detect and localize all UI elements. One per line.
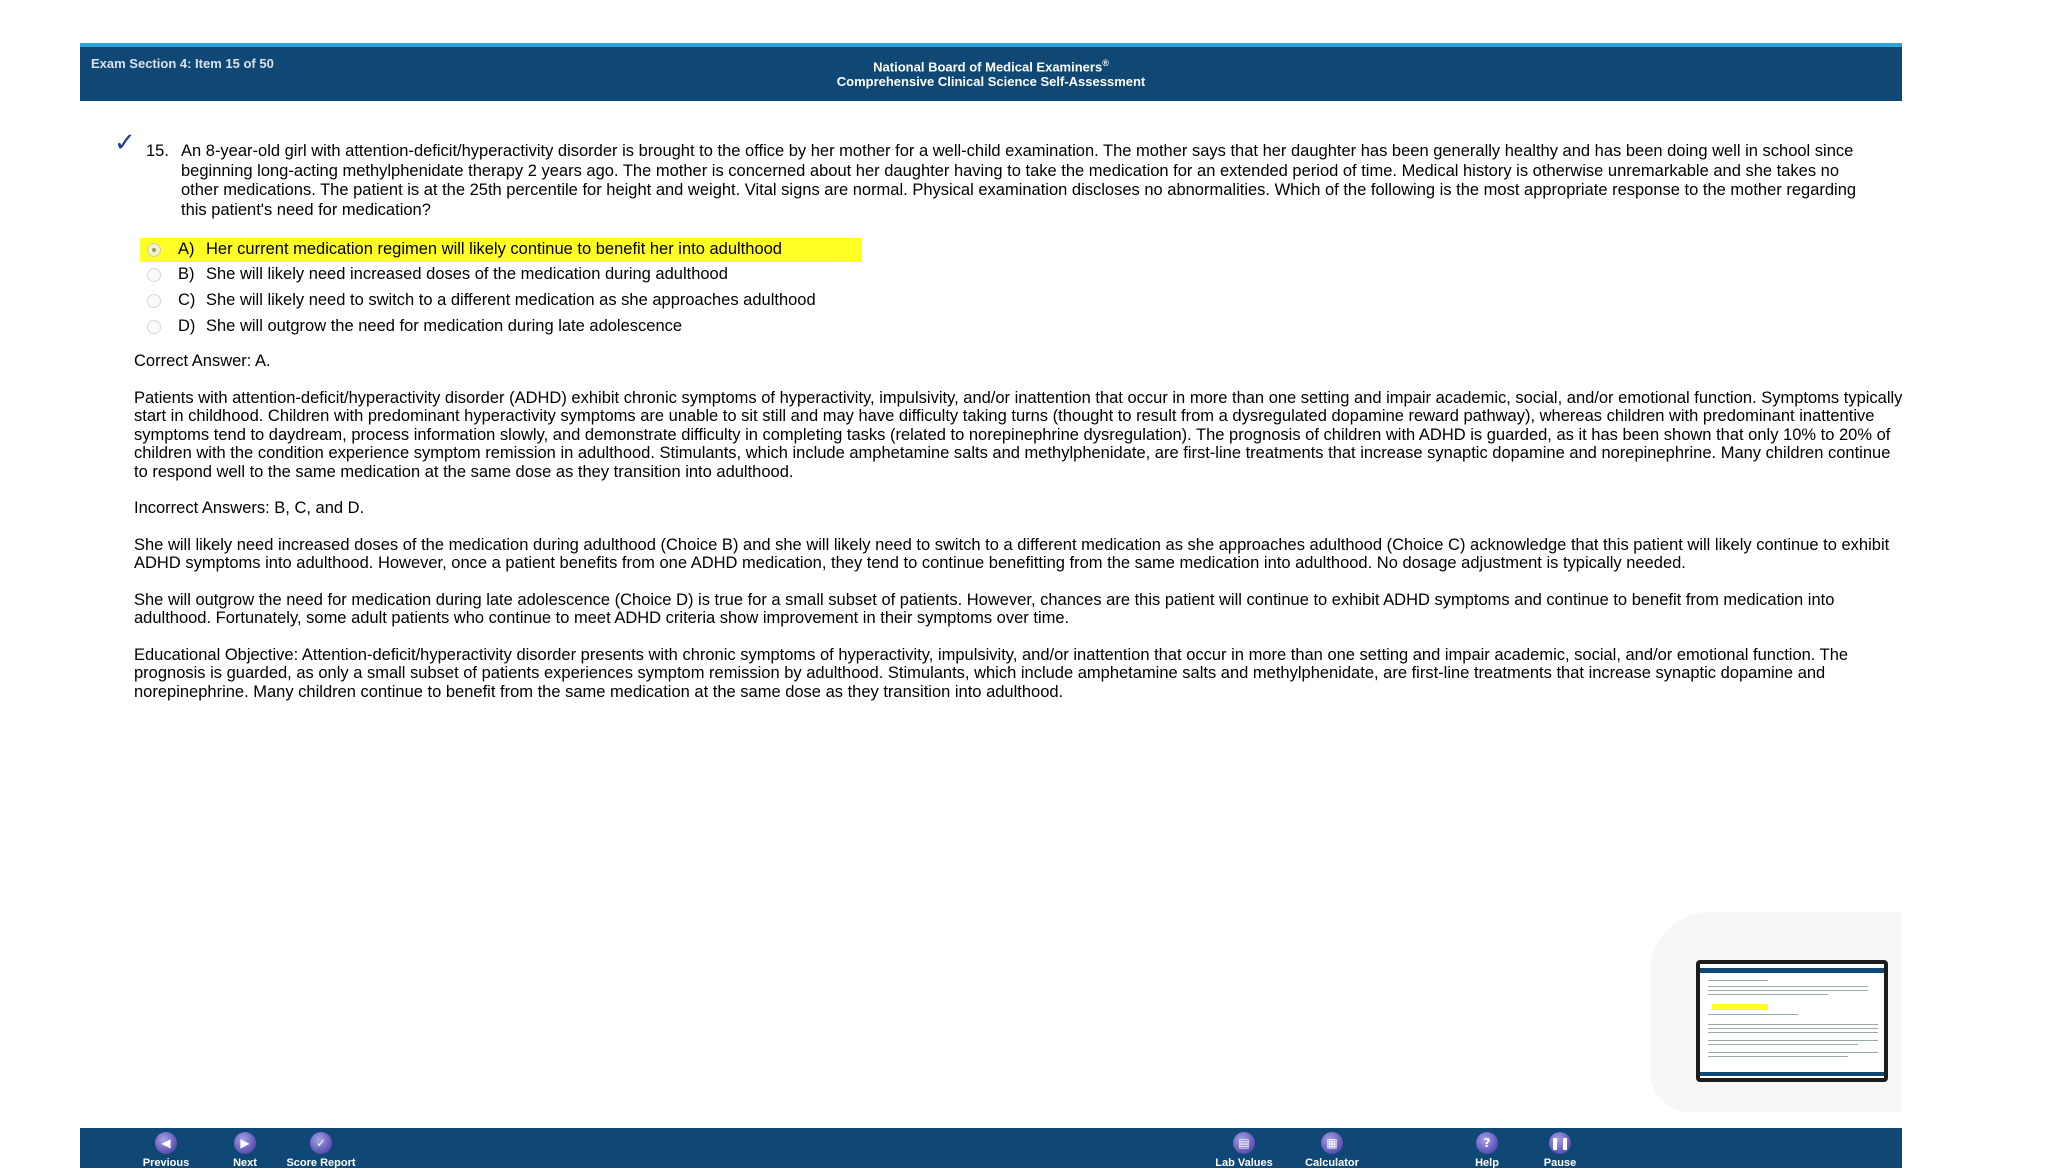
pause-button[interactable]: [1520, 1132, 1600, 1172]
thumbnail-line: [1708, 1024, 1878, 1025]
radio-button-c[interactable]: [147, 294, 161, 308]
registered-mark: ®: [1102, 58, 1109, 68]
thumbnail-line: [1708, 1056, 1848, 1057]
option-letter: A): [178, 240, 195, 258]
calculator-icon: ▦: [1321, 1132, 1343, 1154]
educational-objective: Educational Objective: Attention-deficit/hyperactivity disorder presents with chronic symptoms of hyperactivity, impulsivity, and/or inattention that occur in more than one setting and impair academic, social, and/or emotional function. The prognosis is guarded, as only a small subset of patients experiences symptom remission by adulthood. Stimulants, which include amphetamine salts and methylphenidate, are first-line treatments that increase synaptic dopamine and norepinephrine. Many children continue to benefit from the same medication at the same dose as they transition into adulthood.: [134, 645, 1849, 701]
help-button[interactable]: [1447, 1132, 1527, 1172]
left-arrow-icon: ◀: [155, 1132, 177, 1154]
incorrect-answers-label: Incorrect Answers: B, C, and D.: [134, 499, 365, 517]
help-label: Help: [1475, 1157, 1499, 1169]
answer-option-c[interactable]: [140, 289, 860, 313]
pause-label: Pause: [1543, 1157, 1577, 1169]
checkmark-icon: ✓: [310, 1132, 332, 1154]
next-label: Next: [233, 1157, 257, 1169]
next-button[interactable]: [205, 1132, 285, 1172]
answer-option-d[interactable]: [140, 315, 860, 339]
thumbnail-header: [1700, 968, 1884, 973]
option-letter: D): [178, 317, 196, 335]
lab-icon: ▤: [1233, 1132, 1255, 1154]
explanation-paragraph-2: She will likely need increased doses of the medication during adulthood (Choice B) and she will likely need to switch to a different medication as she approaches adulthood (Choice C) acknowledge that this patient will likely continue to exhibit ADHD symptoms into adulthood. However, once a patient benefits from one ADHD medication, they tend to continue benefitting from the same medication into adulthood. No dosage adjustment is typically needed.: [134, 535, 1890, 572]
exam-title-line1: National Board of Medical Examiners: [873, 59, 1103, 75]
thumbnail-line: [1708, 1014, 1798, 1015]
thumbnail-line: [1708, 986, 1868, 987]
radio-button-b[interactable]: [147, 268, 161, 282]
thumbnail-line: [1708, 1032, 1878, 1033]
explanation: [134, 352, 1904, 701]
thumbnail-line: [1708, 1052, 1878, 1053]
mark-checkmark-icon[interactable]: ✓: [114, 127, 136, 157]
exam-title-line2: Comprehensive Clinical Science Self-Assessment: [836, 74, 1146, 90]
lab-values-button[interactable]: [1204, 1132, 1284, 1172]
exam-header: [80, 47, 1902, 101]
navigation-bar: [80, 1128, 1902, 1168]
calculator-button[interactable]: [1292, 1132, 1372, 1172]
explanation-paragraph-3: She will outgrow the need for medication during late adolescence (Choice D) is true for a small subset of patients. However, chances are this patient will continue to exhibit ADHD symptoms and continue to benefit from medication into adulthood. Fortunately, some adult patients who continue to meet ADHD criteria show improvement in their symptoms over time.: [134, 590, 1835, 627]
thumbnail-line: [1708, 1028, 1878, 1029]
previous-button[interactable]: [126, 1132, 206, 1172]
thumbnail-line: [1708, 1040, 1878, 1041]
option-text: She will outgrow the need for medication during late adolescence: [206, 317, 683, 335]
radio-button-d[interactable]: [147, 320, 161, 334]
score-report-label: Score Report: [286, 1157, 356, 1169]
right-arrow-icon: ▶: [234, 1132, 256, 1154]
question-stem: An 8-year-old girl with attention-deficit/hyperactivity disorder is brought to the office by her mother for a well-child examination. The mother says that her daughter has been generally healthy and has been doing well in school since beginning long-acting methylphenidate therapy 2 years ago. The mother is concerned about her daughter having to take the medication for an extended period of time. Medical history is otherwise unremarkable and she takes no other medications. The patient is at the 25th percentile for height and weight. Vital signs are normal. Physical examination discloses no abnormalities. Which of the following is the most appropriate response to the mother regarding this patient's need for medication?: [181, 142, 1857, 219]
option-text: She will likely need increased doses of the medication during adulthood: [206, 265, 728, 283]
explanation-paragraph-1: Patients with attention-deficit/hyperactivity disorder (ADHD) exhibit chronic symptoms of hyperactivity, impulsivity, and/or inattention that occur in more than one setting and impair academic, social, and/or emotional function. Symptoms typically start in childhood. Children with predominant hyperactivity symptoms are unable to sit still and may have difficulty taking turns (thought to result from a dysregulated dopamine reward pathway), whereas children with predominant inattentive symptoms tend to daydream, process information slowly, and demonstrate difficulty in completing tasks (related to norepinephrine dysregulation). The prognosis of children with ADHD is guarded, as it has been shown that only 10% to 20% of children with the condition experience symptom remission in adulthood. Stimulants, which include amphetamine salts and methylphenidate, are first-line treatments that increase synaptic dopamine and norepinephrine. Many children continue to respond well to the same medication at the same dose as they transition into adulthood.: [134, 388, 1903, 481]
correct-answer-label: Correct Answer: A.: [134, 352, 271, 370]
thumbnail-line: [1708, 980, 1768, 981]
exam-title: [80, 56, 1902, 89]
thumbnail-line: [1708, 994, 1828, 995]
thumbnail-footer: [1700, 1072, 1884, 1076]
radio-button-a[interactable]: [147, 243, 161, 257]
lab-values-label: Lab Values: [1215, 1157, 1273, 1169]
option-letter: B): [178, 265, 195, 283]
question-number: 15.: [146, 142, 169, 160]
thumbnail-highlight: [1712, 1004, 1768, 1010]
thumbnail-line: [1708, 1044, 1858, 1045]
option-letter: C): [178, 291, 196, 309]
exam-section-label: Exam Section 4: Item 15 of 50: [91, 56, 274, 71]
answer-option-a[interactable]: [140, 238, 862, 262]
previous-label: Previous: [142, 1157, 190, 1169]
help-icon: ?: [1476, 1132, 1498, 1154]
pause-icon: ❚❚: [1549, 1132, 1571, 1154]
page-thumbnail[interactable]: [1696, 960, 1888, 1082]
answer-option-b[interactable]: [140, 263, 860, 287]
option-text: Her current medication regimen will likely continue to benefit her into adulthood: [206, 240, 782, 258]
thumbnail-line: [1708, 990, 1868, 991]
calculator-label: Calculator: [1305, 1157, 1359, 1169]
option-text: She will likely need to switch to a different medication as she approaches adulthood: [206, 291, 816, 309]
score-report-button[interactable]: [281, 1132, 361, 1172]
